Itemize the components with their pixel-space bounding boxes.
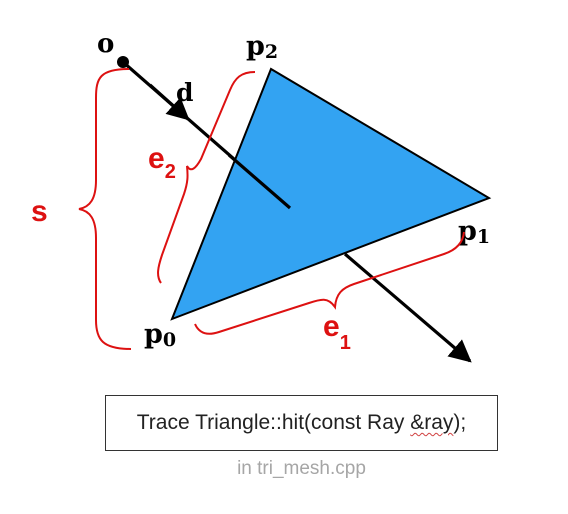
code-prefix: Trace Triangle::hit(const Ray: [136, 411, 411, 434]
p0-label: p0: [144, 319, 177, 351]
e2-label: $e_2$: [148, 142, 176, 183]
source-file-caption: in tri_mesh.cpp: [237, 458, 366, 479]
origin-point: [117, 56, 129, 68]
p1-label: p1: [458, 216, 491, 248]
code-snippet-box: [105, 395, 498, 451]
origin-label: o: [97, 29, 115, 59]
direction-label: d: [176, 78, 194, 107]
e1-label: $e_1$: [323, 310, 351, 354]
triangle: [172, 69, 489, 319]
p2-label: p2: [246, 31, 279, 63]
code-suffix: );: [453, 411, 467, 434]
ray-segment-exit: [345, 254, 470, 361]
code-ray-param: &ray: [410, 411, 454, 434]
brace-s: [79, 69, 131, 349]
s-label: s: [31, 195, 48, 228]
